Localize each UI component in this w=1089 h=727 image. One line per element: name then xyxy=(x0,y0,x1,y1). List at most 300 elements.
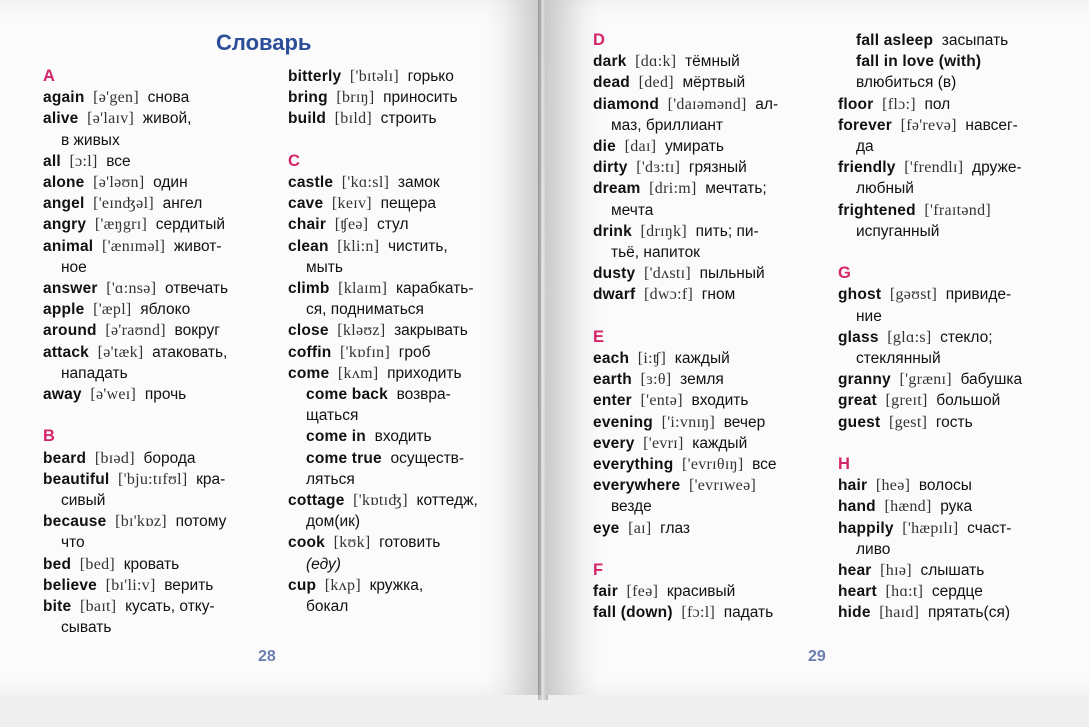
translation: живой, xyxy=(142,110,192,128)
translation: кровать xyxy=(123,555,180,573)
translation: пещера xyxy=(380,195,437,213)
transcription: [ɔ:l] xyxy=(69,152,98,170)
translation: атаковать, xyxy=(152,343,228,361)
translation: сывать xyxy=(61,619,112,637)
headword: animal xyxy=(43,237,94,255)
transcription: ['evrɪ] xyxy=(643,434,684,452)
entry-continuation xyxy=(288,596,513,617)
dictionary-entry xyxy=(288,532,513,553)
translation: ся, подниматься xyxy=(306,301,424,319)
headword: come back xyxy=(306,386,388,404)
transcription: [kli:n] xyxy=(337,237,380,255)
translation: стеклянный xyxy=(856,350,941,368)
headword: chair xyxy=(288,216,327,234)
translation: падать xyxy=(723,604,774,622)
headword: granny xyxy=(838,371,891,389)
dictionary-entry xyxy=(288,342,513,363)
headword: earth xyxy=(593,371,632,389)
translation: кружка, xyxy=(369,576,424,594)
translation: карабкать- xyxy=(395,280,474,298)
dictionary-entry xyxy=(43,87,263,108)
entry-continuation xyxy=(43,532,263,553)
translation: бокал xyxy=(306,598,349,616)
dictionary-entry xyxy=(838,94,1068,115)
headword: fall in love (with) xyxy=(856,53,982,71)
dictionary-entry xyxy=(288,108,513,129)
dictionary-entry xyxy=(593,581,813,602)
dictionary-entry xyxy=(593,51,813,72)
transcription: [bed] xyxy=(79,555,116,573)
dictionary-entry xyxy=(838,200,1068,221)
headword: happily xyxy=(838,519,894,537)
headword: each xyxy=(593,350,630,368)
dictionary-entry xyxy=(43,172,263,193)
transcription: [fə'revə] xyxy=(900,116,957,134)
dictionary-entry xyxy=(43,384,263,405)
translation: мечта xyxy=(611,201,654,219)
translation: рука xyxy=(940,498,973,516)
headword: cave xyxy=(288,195,324,213)
dictionary-entry xyxy=(43,575,263,596)
translation: засыпать xyxy=(941,32,1009,49)
translation: прочь xyxy=(144,386,187,404)
transcription: [gəʊst] xyxy=(889,286,938,304)
headword: hair xyxy=(838,477,868,495)
section-letter: B xyxy=(43,427,55,446)
dictionary-entry xyxy=(288,575,513,596)
headword: apple xyxy=(43,301,85,319)
entry-continuation xyxy=(288,405,513,426)
dictionary-entry xyxy=(288,426,513,447)
transcription: [hɪə] xyxy=(880,562,912,580)
headword: clean xyxy=(288,237,329,255)
translation: мечтать; xyxy=(705,180,767,198)
transcription: [bɪ'kɒz] xyxy=(115,513,167,531)
dictionary-entry xyxy=(593,348,813,369)
translation: испуганный xyxy=(856,222,940,240)
transcription: ['i:vnɪŋ] xyxy=(661,413,716,431)
transcription: [ə'weɪ] xyxy=(90,386,137,404)
headword: dwarf xyxy=(593,286,636,304)
entry-continuation xyxy=(838,539,1068,560)
transcription: ['bju:tɪfʊl] xyxy=(118,470,188,488)
translation: один xyxy=(153,174,188,192)
headword: die xyxy=(593,138,616,156)
headword: forever xyxy=(838,116,892,134)
dictionary-entry xyxy=(288,193,513,214)
section-letter: D xyxy=(593,31,605,49)
translation: входить xyxy=(374,428,432,446)
translation: пить; пи- xyxy=(695,222,759,240)
column-4 xyxy=(838,30,1068,624)
column-1 xyxy=(43,66,263,638)
headword: come in xyxy=(306,428,366,446)
headword: come true xyxy=(306,449,382,467)
transcription: [ə'ləʊn] xyxy=(93,174,145,192)
headword: bite xyxy=(43,598,72,616)
transcription: [hɑ:t] xyxy=(885,583,924,601)
transcription: [ə'tæk] xyxy=(97,343,144,361)
headword: angel xyxy=(43,195,85,213)
dictionary-entry xyxy=(288,87,513,108)
transcription: [daɪ] xyxy=(624,138,657,156)
translation: умирать xyxy=(664,138,724,156)
transcription: [dwɔ:f] xyxy=(643,286,694,304)
section-letter: F xyxy=(593,561,604,580)
translation: маз, бриллиант xyxy=(611,116,724,134)
dictionary-entry xyxy=(43,193,263,214)
dictionary-entry xyxy=(288,490,513,511)
dictionary-entry xyxy=(838,475,1068,496)
dictionary-entry xyxy=(838,157,1068,178)
headword: everything xyxy=(593,456,674,474)
dictionary-entry xyxy=(288,278,513,299)
headword: bitterly xyxy=(288,68,342,85)
transcription: [ded] xyxy=(638,74,674,92)
dictionary-entry xyxy=(838,369,1068,390)
entry-continuation xyxy=(288,469,513,490)
dictionary-entry xyxy=(593,390,813,411)
dictionary-entry xyxy=(43,511,263,532)
dictionary-entry xyxy=(593,221,813,242)
dictionary-entry xyxy=(43,236,263,257)
entry-continuation xyxy=(838,348,1068,369)
transcription: ['æpl] xyxy=(93,301,132,319)
spacer xyxy=(593,306,813,327)
translation: (еду) xyxy=(306,555,341,573)
translation: возвра- xyxy=(396,386,451,404)
transcription: [kʌp] xyxy=(324,576,361,594)
entry-continuation xyxy=(838,221,1068,242)
entry-continuation xyxy=(838,306,1068,327)
dictionary-entry xyxy=(43,151,263,172)
headword: cook xyxy=(288,534,325,552)
dictionary-entry xyxy=(43,469,263,490)
headword: evening xyxy=(593,413,653,431)
entry-continuation xyxy=(593,200,813,221)
headword: hear xyxy=(838,562,872,580)
dictionary-entry xyxy=(593,475,813,496)
translation: прятать(ся) xyxy=(927,604,1011,622)
transcription: [gest] xyxy=(888,413,928,431)
headword: come xyxy=(288,364,330,382)
headword: glass xyxy=(838,328,879,346)
entry-continuation xyxy=(838,72,1068,93)
transcription: [fɔ:l] xyxy=(681,604,716,622)
translation: гость xyxy=(935,413,973,431)
entry-continuation xyxy=(593,242,813,263)
translation: вокруг xyxy=(174,322,220,340)
translation: входить xyxy=(691,392,749,410)
translation: привиде- xyxy=(945,286,1012,304)
dictionary-entry xyxy=(288,236,513,257)
translation: слышать xyxy=(920,562,985,580)
dictionary-entry xyxy=(593,284,813,305)
dictionary-entry xyxy=(593,263,813,284)
dictionary-entry xyxy=(593,136,813,157)
transcription: [drɪŋk] xyxy=(640,222,687,240)
headword: again xyxy=(43,89,85,107)
right-page xyxy=(546,0,1089,695)
translation: отвечать xyxy=(164,280,229,298)
headword: believe xyxy=(43,576,97,594)
section-letter: E xyxy=(593,327,605,346)
transcription: ['hæpɪlɪ] xyxy=(902,519,959,537)
dictionary-entry xyxy=(593,94,813,115)
translation: борода xyxy=(143,449,196,467)
translation: мыть xyxy=(306,258,343,276)
translation: пыльный xyxy=(699,265,765,283)
dictionary-entry xyxy=(288,66,513,87)
page-title: Словарь xyxy=(216,30,312,55)
translation: ангел xyxy=(162,195,203,213)
transcription: ['eɪnʤəl] xyxy=(93,195,154,213)
dictionary-entry xyxy=(43,320,263,341)
headword: coffin xyxy=(288,343,332,361)
headword: climb xyxy=(288,280,330,298)
spacer xyxy=(43,405,263,426)
headword: beautiful xyxy=(43,470,110,488)
dictionary-entry xyxy=(838,327,1068,348)
page-number-right: 29 xyxy=(808,648,826,665)
translation: щаться xyxy=(306,407,359,425)
transcription: [feə] xyxy=(626,583,659,601)
translation: яблоко xyxy=(140,301,191,319)
transcription: ['kɑ:sl] xyxy=(341,174,390,191)
headword: enter xyxy=(593,392,632,410)
translation: пол xyxy=(924,95,951,113)
dictionary-entry xyxy=(593,454,813,475)
headword: bring xyxy=(288,89,328,107)
translation: ляться xyxy=(306,470,355,488)
translation: мёртвый xyxy=(682,74,746,92)
section-letter: A xyxy=(43,67,55,85)
translation: тёмный xyxy=(685,53,740,71)
translation: снова xyxy=(147,89,190,107)
transcription: [klaɪm] xyxy=(338,280,388,298)
transcription: [kʊk] xyxy=(333,534,371,552)
section-letter: H xyxy=(838,455,850,474)
translation: верить xyxy=(164,576,214,594)
translation: везде xyxy=(611,498,652,516)
dictionary-entry xyxy=(43,596,263,617)
translation: потому xyxy=(175,513,227,531)
dictionary-entry xyxy=(838,602,1068,623)
dictionary-entry xyxy=(838,518,1068,539)
dictionary-entry xyxy=(593,369,813,390)
headword: fall (down) xyxy=(593,604,673,622)
transcription: [ə'raʊnd] xyxy=(105,322,166,340)
headword: hand xyxy=(838,498,876,516)
spacer xyxy=(838,242,1068,263)
translation: все xyxy=(106,152,131,170)
entry-continuation xyxy=(288,299,513,320)
transcription: [greɪt] xyxy=(885,392,928,410)
dictionary-entry xyxy=(593,518,813,539)
translation: гроб xyxy=(398,343,431,361)
headword: cup xyxy=(288,576,317,594)
headword: build xyxy=(288,110,327,128)
entry-continuation xyxy=(838,178,1068,199)
left-page xyxy=(0,0,541,695)
transcription: [keɪv] xyxy=(331,195,372,213)
translation: что xyxy=(61,534,85,552)
translation: земля xyxy=(680,371,724,389)
headword: because xyxy=(43,513,107,531)
headword: guest xyxy=(838,413,881,431)
translation: ное xyxy=(61,258,87,276)
headword: bed xyxy=(43,555,72,573)
transcription: [kʌm] xyxy=(337,364,379,382)
dictionary-entry xyxy=(43,554,263,575)
transcription: [ʧeə] xyxy=(334,216,369,234)
spacer xyxy=(288,130,513,151)
transcription: ['daɪəmənd] xyxy=(667,95,747,113)
dictionary-entry xyxy=(288,214,513,235)
entry-continuation xyxy=(288,511,513,532)
dictionary-entry xyxy=(838,496,1068,517)
dictionary-entry xyxy=(288,384,513,405)
column-2 xyxy=(288,66,513,617)
translation: большой xyxy=(936,392,1001,410)
entry-continuation xyxy=(43,257,263,278)
transcription: [hænd] xyxy=(884,498,932,516)
translation: дом(ик) xyxy=(306,513,361,531)
transcription: ['kɒtɪʤ] xyxy=(353,492,408,510)
headword: every xyxy=(593,434,635,452)
dictionary-entry xyxy=(838,560,1068,581)
translation: приходить xyxy=(387,364,462,382)
dictionary-entry xyxy=(838,30,1068,51)
translation: живот- xyxy=(173,237,222,255)
dictionary-entry xyxy=(593,433,813,454)
translation: влюбиться (в) xyxy=(856,74,957,92)
headword: dark xyxy=(593,53,627,71)
transcription: ['dɜ:tɪ] xyxy=(636,159,681,177)
headword: dream xyxy=(593,180,641,198)
translation: каждый xyxy=(674,350,730,368)
dictionary-entry xyxy=(838,581,1068,602)
transcription: ['frendlɪ] xyxy=(904,159,964,177)
transcription: ['evrɪweə] xyxy=(688,477,757,495)
transcription: ['bɪtəlɪ] xyxy=(349,68,400,85)
translation: любный xyxy=(856,180,914,198)
headword: dirty xyxy=(593,159,628,177)
entry-continuation xyxy=(43,490,263,511)
dictionary-entry xyxy=(288,363,513,384)
translation: ал- xyxy=(755,95,779,113)
translation: грязный xyxy=(688,159,747,177)
dictionary-entry xyxy=(838,412,1068,433)
headword: floor xyxy=(838,95,874,113)
dictionary-entry xyxy=(593,602,813,623)
translation: навсег- xyxy=(965,116,1018,134)
headword: cottage xyxy=(288,492,345,510)
translation: ливо xyxy=(856,540,891,558)
translation: тьё, напиток xyxy=(611,244,700,262)
translation: стекло; xyxy=(940,328,993,346)
transcription: ['dʌstɪ] xyxy=(643,265,692,283)
entry-continuation xyxy=(593,496,813,517)
headword: castle xyxy=(288,174,334,191)
transcription: [aɪ] xyxy=(628,519,652,537)
translation: чистить, xyxy=(387,237,448,255)
headword: all xyxy=(43,152,61,170)
translation: в живых xyxy=(61,131,120,149)
translation: сердитый xyxy=(155,216,226,234)
dictionary-entry xyxy=(593,178,813,199)
translation: стул xyxy=(377,216,409,234)
dictionary-entry xyxy=(838,115,1068,136)
transcription: [glɑ:s] xyxy=(887,328,932,346)
translation: замок xyxy=(397,174,440,191)
entry-continuation xyxy=(43,617,263,638)
headword: frightened xyxy=(838,201,916,219)
transcription: ['evrɪθɪŋ] xyxy=(682,456,744,474)
translation: волосы xyxy=(918,477,972,495)
dictionary-entry xyxy=(593,412,813,433)
dictionary-entry xyxy=(838,51,1068,72)
translation: кусать, отку- xyxy=(125,598,215,616)
headword: hide xyxy=(838,604,871,622)
dictionary-entry xyxy=(288,448,513,469)
headword: ghost xyxy=(838,286,882,304)
translation: счаст- xyxy=(967,519,1012,537)
dictionary-entry xyxy=(43,214,263,235)
translation: гном xyxy=(701,286,736,304)
transcription: [haɪd] xyxy=(879,604,920,622)
spacer xyxy=(593,539,813,560)
translation: вечер xyxy=(723,413,766,431)
transcription: [ə'laɪv] xyxy=(87,110,135,128)
translation: бабушка xyxy=(960,371,1023,389)
section-letter: C xyxy=(288,151,300,170)
translation: нападать xyxy=(61,364,128,382)
transcription: [i:ʧ] xyxy=(637,350,667,368)
dictionary-entry xyxy=(288,172,513,193)
transcription: [dri:m] xyxy=(649,180,697,198)
translation: приносить xyxy=(383,89,458,107)
translation: да xyxy=(856,138,874,156)
translation: строить xyxy=(380,110,437,128)
transcription: [bɪ'li:v] xyxy=(105,576,156,594)
translation: коттедж, xyxy=(416,492,478,510)
translation: сивый xyxy=(61,492,106,510)
headword: around xyxy=(43,322,97,340)
section-letter: G xyxy=(838,264,851,283)
transcription: [kləʊz] xyxy=(337,322,386,340)
page-number-left: 28 xyxy=(258,648,276,665)
dictionary-entry xyxy=(838,284,1068,305)
transcription: ['æŋgrɪ] xyxy=(94,216,148,234)
headword: friendly xyxy=(838,159,896,177)
transcription: ['fraɪtənd] xyxy=(924,201,991,219)
headword: heart xyxy=(838,583,877,601)
translation: закрывать xyxy=(394,322,468,340)
headword: attack xyxy=(43,343,90,361)
translation: готовить xyxy=(379,534,441,552)
dictionary-entry xyxy=(43,278,263,299)
translation: осуществ- xyxy=(390,449,465,467)
translation: каждый xyxy=(692,434,748,452)
headword: dusty xyxy=(593,265,636,283)
transcription: [dɑ:k] xyxy=(635,53,677,71)
transcription: ['kɒfɪn] xyxy=(340,343,391,361)
entry-continuation xyxy=(43,363,263,384)
translation: сердце xyxy=(931,583,983,601)
translation: горько xyxy=(407,68,454,85)
headword: fair xyxy=(593,583,618,601)
